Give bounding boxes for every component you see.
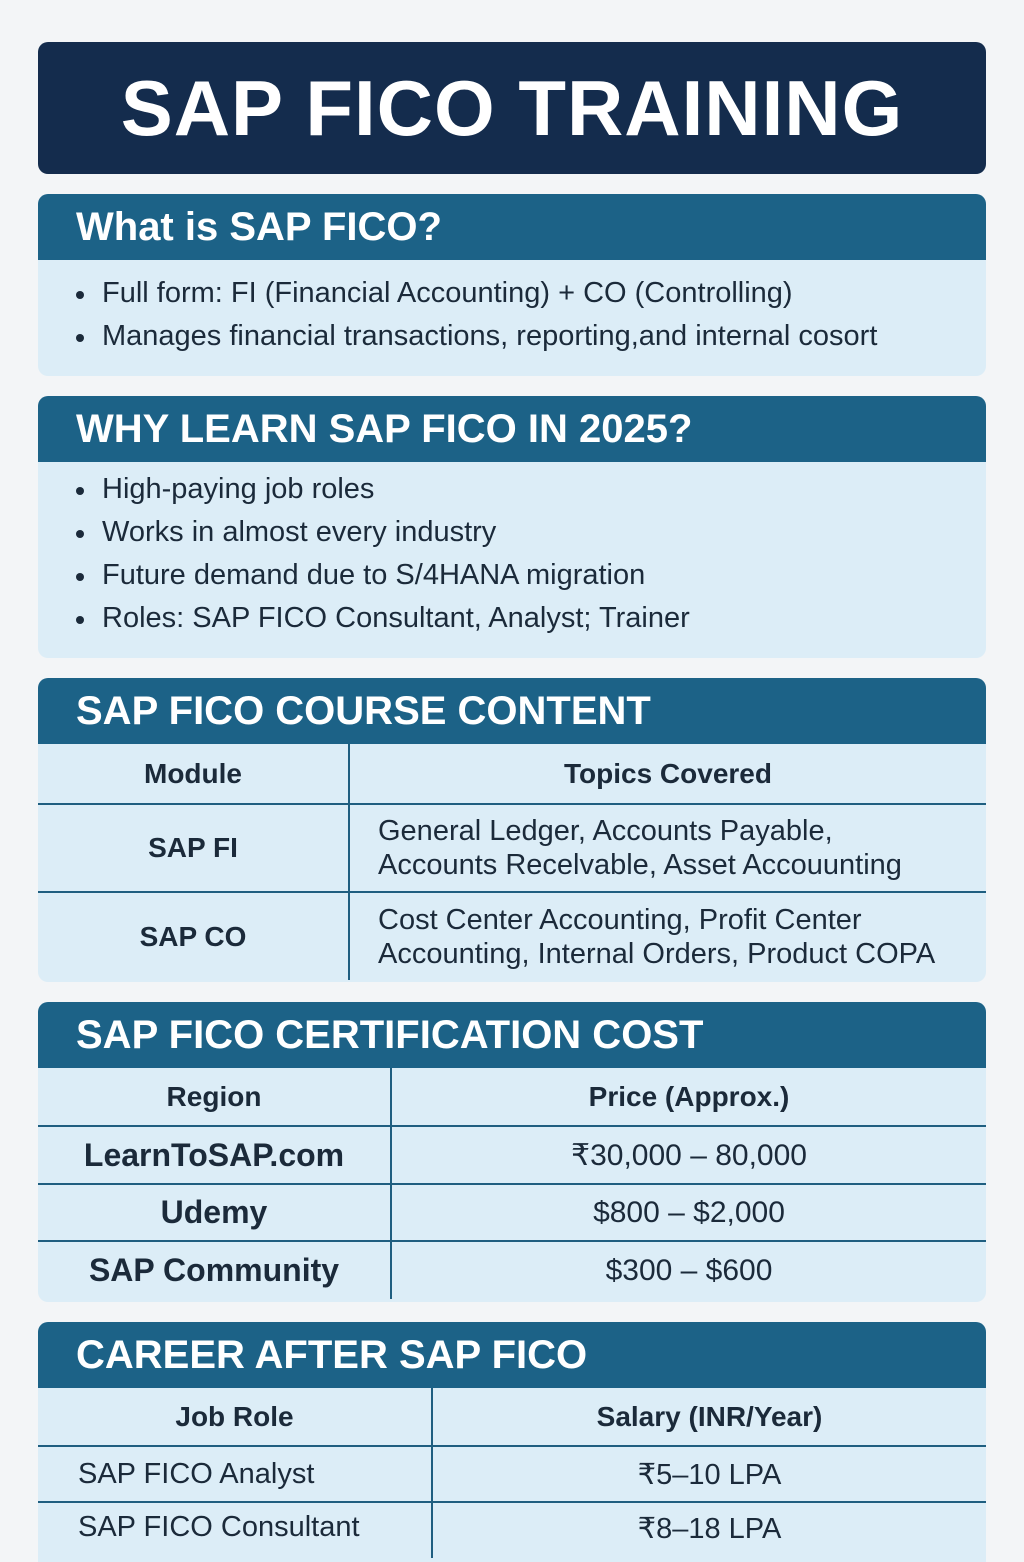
table-row xyxy=(38,1241,986,1299)
topics-line: Accounting, Internal Orders, Product COPA xyxy=(378,937,936,970)
table-header-row xyxy=(38,1068,986,1126)
table-header-row xyxy=(38,1388,986,1446)
list-item: Future demand due to S/4HANA migration xyxy=(76,554,986,597)
course-content-section xyxy=(38,678,986,982)
salary-cell: ₹8–18 LPA xyxy=(432,1502,986,1558)
region-cell: Udemy xyxy=(38,1184,391,1241)
topics-line: Cost Center Accounting, Profit Center xyxy=(378,903,862,936)
certification-cost-section xyxy=(38,1002,986,1302)
what-is-heading: What is SAP FICO? xyxy=(38,194,986,260)
table-row xyxy=(38,892,986,980)
price-cell: $800 – $2,000 xyxy=(391,1184,986,1241)
what-is-section xyxy=(38,194,986,376)
career-heading: CAREER AFTER SAP FICO xyxy=(38,1322,986,1388)
why-learn-heading: WHY LEARN SAP FICO IN 2025? xyxy=(38,396,986,462)
topics-cell xyxy=(349,892,986,980)
job-role-cell: SAP FICO Analyst xyxy=(38,1446,432,1502)
column-header-topics: Topics Covered xyxy=(349,744,986,804)
price-cell: $300 – $600 xyxy=(391,1241,986,1299)
column-header-module: Module xyxy=(38,744,349,804)
what-is-list xyxy=(38,260,986,358)
list-item: Roles: SAP FICO Consultant, Analyst; Trainer xyxy=(76,597,986,640)
career-section xyxy=(38,1322,986,1562)
page-title: SAP FICO TRAINING xyxy=(120,63,904,152)
table-row xyxy=(38,1126,986,1184)
module-cell: SAP FI xyxy=(38,804,349,892)
course-table xyxy=(38,744,986,980)
list-item: Manages financial transactions, reporting,and internal cosort xyxy=(76,315,986,358)
column-header-salary: Salary (INR/Year) xyxy=(432,1388,986,1446)
table-header-row xyxy=(38,744,986,804)
topics-line: Accounts Recelvable, Asset Accouunting xyxy=(378,849,902,881)
region-cell: LearnToSAP.com xyxy=(38,1126,391,1184)
title-banner xyxy=(38,42,986,174)
topics-line: General Ledger, Accounts Payable, xyxy=(378,815,833,847)
career-table xyxy=(38,1388,986,1558)
column-header-price: Price (Approx.) xyxy=(391,1068,986,1126)
topics-cell xyxy=(349,804,986,892)
list-item: High-paying job roles xyxy=(76,468,986,511)
job-role-cell: SAP FICO Consultant xyxy=(78,1511,360,1543)
table-row xyxy=(38,804,986,892)
table-row xyxy=(38,1502,986,1558)
why-learn-list xyxy=(38,462,986,640)
certification-cost-heading: SAP FICO CERTIFICATION COST xyxy=(38,1002,986,1068)
course-content-heading: SAP FICO COURSE CONTENT xyxy=(38,678,986,744)
price-cell: ₹30,000 – 80,000 xyxy=(391,1126,986,1184)
table-row xyxy=(38,1446,986,1502)
region-cell: SAP Community xyxy=(88,1252,340,1288)
column-header-region: Region xyxy=(38,1068,391,1126)
column-header-job-role: Job Role xyxy=(38,1388,432,1446)
salary-cell: ₹5–10 LPA xyxy=(432,1446,986,1502)
why-learn-section xyxy=(38,396,986,658)
certification-table xyxy=(38,1068,986,1299)
list-item: Full form: FI (Financial Accounting) + CO (Controlling) xyxy=(76,272,986,315)
module-cell: SAP CO xyxy=(139,920,247,952)
table-row xyxy=(38,1184,986,1241)
list-item: Works in almost every industry xyxy=(76,511,986,554)
